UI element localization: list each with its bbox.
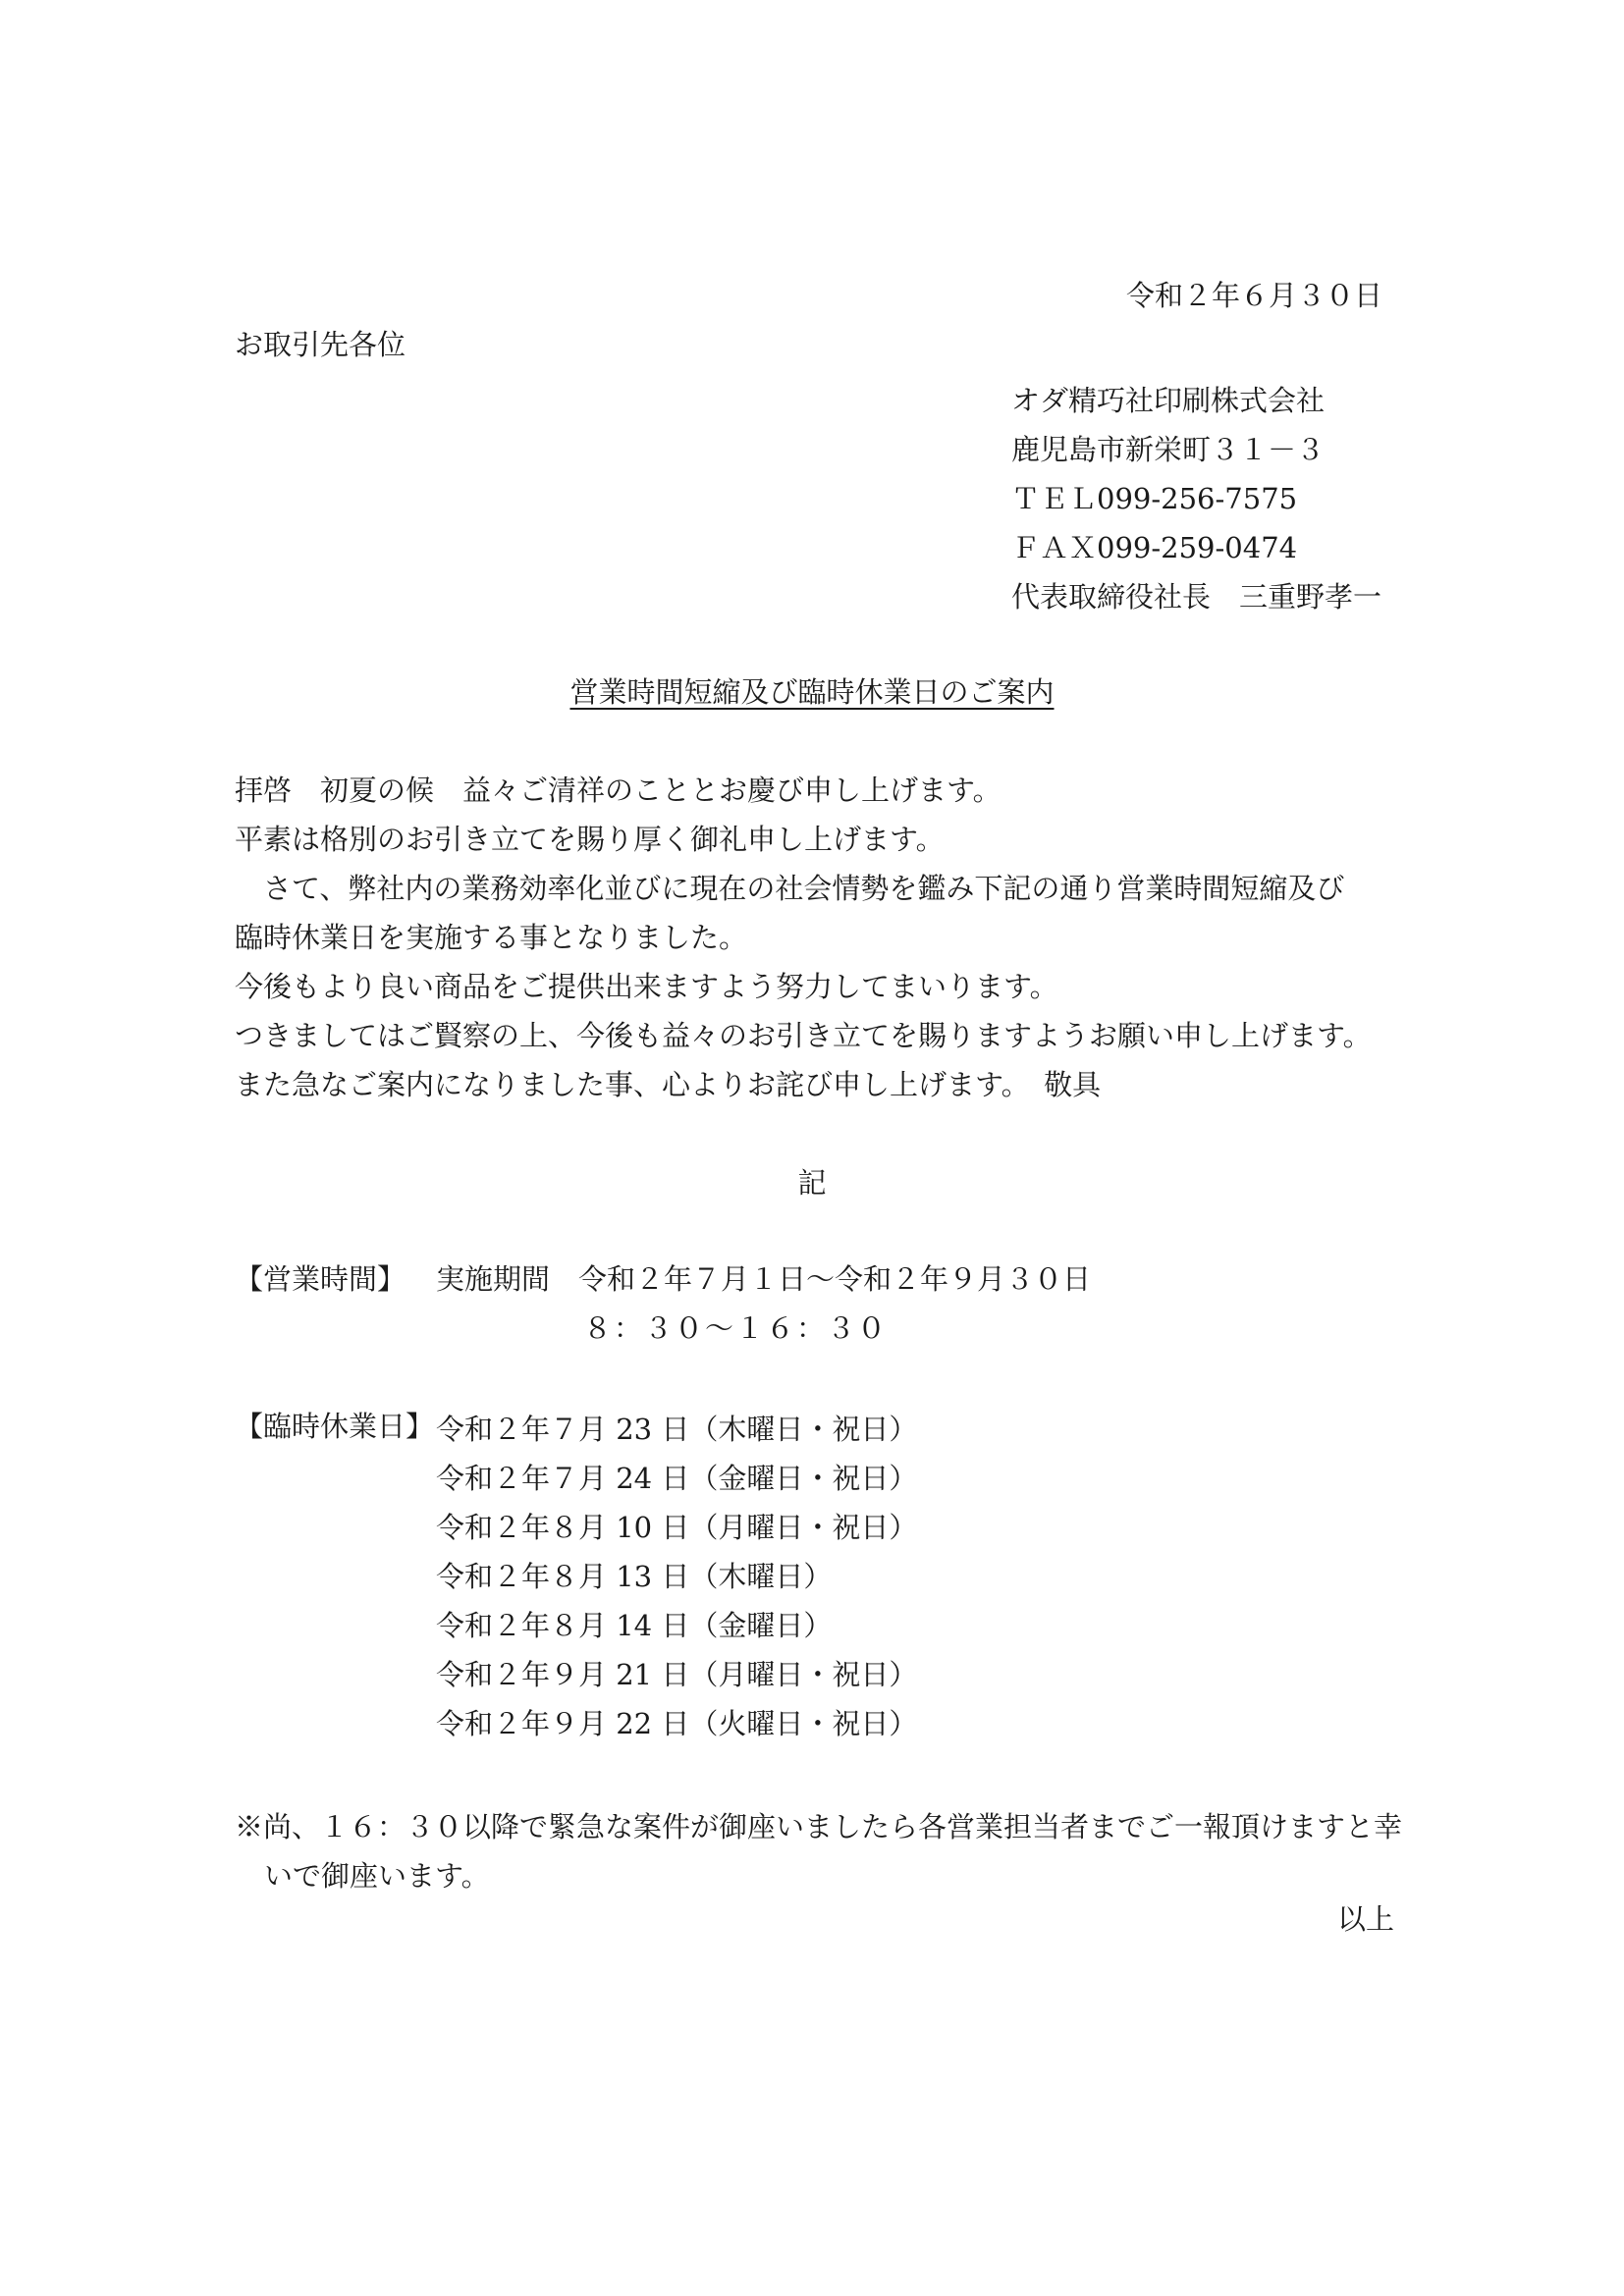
holiday-date: 令和２年７月 24 日（金曜日・祝日） <box>436 1462 918 1495</box>
body-line: 今後もより良い商品をご提供出来ますよう努力してまいります。 <box>235 970 1058 1003</box>
body-line: また急なご案内になりました事、心よりお詫び申し上げます。 敬具 <box>235 1068 1102 1101</box>
holiday-date: 令和２年７月 23 日（木曜日・祝日） <box>436 1413 918 1446</box>
holiday-date: 令和２年８月 10 日（月曜日・祝日） <box>436 1511 918 1544</box>
company-tel: ＴＥＬ099-256-7575 <box>1011 482 1298 515</box>
holiday-list <box>436 1405 917 1748</box>
body-line: 平素は格別のお引き立てを賜り厚く御礼申し上げます。 <box>235 823 945 856</box>
holiday-date: 令和２年８月 13 日（木曜日） <box>436 1560 833 1593</box>
holiday-date: 令和２年９月 21 日（月曜日・祝日） <box>436 1658 918 1691</box>
body-line: つきましてはご賢察の上、今後も益々のお引き立てを賜りますようお願い申し上げます。 <box>235 1019 1372 1052</box>
company-name: オダ精巧社印刷株式会社 <box>1011 384 1326 417</box>
company-fax: ＦＡＸ099-259-0474 <box>1011 531 1298 564</box>
company-president: 代表取締役社長 三重野孝一 <box>1011 580 1382 614</box>
business-hours-label: 【営業時間】 <box>235 1262 406 1296</box>
holiday-date: 令和２年８月 14 日（金曜日） <box>436 1609 833 1642</box>
note <box>235 1802 1402 1900</box>
document-title: 営業時間短縮及び臨時休業日のご案内 <box>569 675 1055 709</box>
body-line: さて、弊社内の業務効率化並びに現在の社会情勢を鑑み下記の通り営業時間短縮及び <box>235 872 1345 905</box>
ki-heading: 記 <box>797 1166 827 1200</box>
letter-body <box>235 766 1372 1109</box>
business-hours-time: ８：３０～１６：３０ <box>583 1311 889 1345</box>
note-line: ※尚、１６：３０以降で緊急な案件が御座いましたら各営業担当者までご一報頂けますと幸 <box>235 1810 1403 1843</box>
body-line: 臨時休業日を実施する事となりました。 <box>235 921 748 954</box>
document-date: 令和２年６月３０日 <box>1125 279 1382 312</box>
note-line: いで御座います。 <box>264 1859 490 1893</box>
closing: 以上 <box>1336 1902 1394 1936</box>
holiday-date: 令和２年９月 22 日（火曜日・祝日） <box>436 1707 918 1740</box>
business-hours-period: 実施期間 令和２年７月１日～令和２年９月３０日 <box>436 1262 1092 1296</box>
recipient: お取引先各位 <box>235 328 406 361</box>
company-address: 鹿児島市新栄町３１－３ <box>1011 433 1326 466</box>
sender-block <box>1011 376 1381 621</box>
holiday-label: 【臨時休業日】 <box>235 1410 435 1443</box>
body-line: 拝啓 初夏の候 益々ご清祥のこととお慶び申し上げます。 <box>235 774 1001 807</box>
